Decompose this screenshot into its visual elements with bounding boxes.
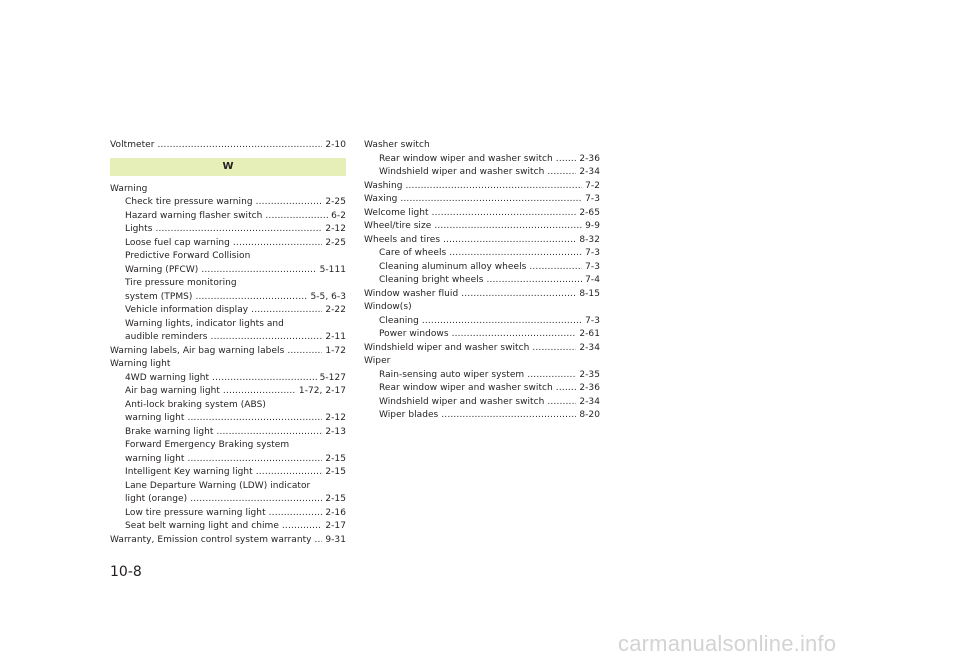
- entry-label: Window washer fluid: [364, 288, 459, 299]
- entry-label: Washing: [364, 180, 403, 191]
- leader-dots: [527, 369, 576, 383]
- entry-page-ref[interactable]: 2-25: [325, 197, 346, 207]
- index-subentry[interactable]: [110, 372, 346, 386]
- entry-page-ref[interactable]: 8-15: [579, 288, 600, 299]
- entry-label: Tire pressure monitoring: [125, 278, 237, 288]
- entry-label: Power windows: [379, 329, 449, 339]
- index-entries-left: [110, 183, 346, 548]
- entry-label: Warning: [110, 183, 148, 194]
- leader-dots: [211, 331, 323, 345]
- leader-dots: [265, 210, 328, 224]
- leader-dots: [556, 382, 577, 396]
- index-subentry[interactable]: [110, 520, 346, 534]
- index-column-left: [110, 139, 346, 547]
- index-entry[interactable]: [364, 220, 600, 234]
- leader-dots: [529, 261, 582, 275]
- entry-label: Warning labels, Air bag warning labels: [110, 345, 285, 356]
- entry-label: 4WD warning light: [125, 372, 210, 383]
- leader-dots: [432, 207, 577, 221]
- index-entry[interactable]: [364, 288, 600, 302]
- section-letter: W: [222, 161, 234, 172]
- index-subentry[interactable]: [110, 466, 346, 480]
- index-subentry[interactable]: [364, 261, 600, 275]
- entry-page-ref[interactable]: 7-2: [585, 180, 600, 191]
- entry-label: Wiper: [364, 356, 391, 366]
- index-column-right: [364, 139, 600, 423]
- entry-page-ref[interactable]: 7-3: [585, 315, 600, 326]
- leader-dots: [188, 453, 323, 467]
- entry-label: Waxing: [364, 194, 398, 204]
- entry-page-ref[interactable]: 5-111: [319, 264, 346, 275]
- index-entry: [364, 301, 600, 315]
- index-entry[interactable]: [364, 193, 600, 207]
- index-entry[interactable]: [364, 234, 600, 248]
- entry-label: Warranty, Emission control system warranty: [110, 534, 312, 545]
- entry-page-ref[interactable]: 2-34: [579, 396, 600, 407]
- entry-label: Wheels and tires: [364, 234, 441, 245]
- index-entry[interactable]: [110, 345, 346, 359]
- entry-page-ref[interactable]: 2-11: [325, 332, 346, 342]
- index-subentry[interactable]: [110, 453, 346, 467]
- index-subentry[interactable]: [110, 196, 346, 210]
- entry-label: Wheel/tire size: [364, 221, 432, 231]
- entry-label: Air bag warning light: [125, 386, 220, 396]
- entry-page-ref[interactable]: 2-25: [325, 237, 346, 248]
- entry-label: Windshield wiper and washer switch: [379, 396, 545, 407]
- entry-page-ref[interactable]: 2-34: [579, 342, 600, 353]
- index-entry[interactable]: [110, 534, 346, 548]
- entry-page-ref[interactable]: 2-35: [579, 369, 600, 380]
- leader-dots: [256, 466, 323, 480]
- entry-label: Loose fuel cap warning: [125, 237, 230, 248]
- entry-page-ref[interactable]: 2-34: [579, 167, 600, 177]
- entry-label: Seat belt warning light and chime: [125, 521, 279, 531]
- entry-label: Anti-lock braking system (ABS): [125, 399, 266, 410]
- entry-page-ref[interactable]: 2-10: [325, 140, 346, 150]
- index-subentry[interactable]: [110, 304, 346, 318]
- entry-page-ref[interactable]: 2-15: [325, 453, 346, 464]
- entry-label: Lane Departure Warning (LDW) indicator: [125, 480, 311, 491]
- entry-label: Care of wheels: [379, 248, 447, 258]
- entry-page-ref[interactable]: 2-36: [579, 153, 600, 164]
- entry-page-ref[interactable]: 7-3: [585, 261, 600, 272]
- leader-dots: [547, 166, 576, 180]
- entry-label: light (orange): [125, 494, 188, 504]
- entry-page-ref[interactable]: 8-20: [579, 410, 600, 420]
- index-entry: [110, 358, 346, 372]
- entry-page-ref[interactable]: 2-17: [325, 521, 346, 531]
- leader-dots: [315, 534, 323, 548]
- entry-page-ref[interactable]: 2-13: [325, 426, 346, 437]
- index-subentry: [110, 439, 346, 453]
- leader-dots: [532, 342, 576, 356]
- entry-page-ref[interactable]: 2-61: [579, 329, 600, 339]
- entry-label: warning light: [125, 413, 185, 423]
- index-subentry[interactable]: [110, 291, 346, 305]
- leader-dots: [449, 247, 582, 261]
- entry-label: Vehicle information display: [125, 305, 249, 315]
- watermark[interactable]: carmanualsonline.info: [618, 631, 837, 656]
- leader-dots: [441, 409, 576, 423]
- entry-page-ref[interactable]: 8-32: [579, 234, 600, 245]
- entry-label: Rear window wiper and washer switch: [379, 383, 553, 393]
- entry-page-ref[interactable]: 7-4: [585, 275, 600, 285]
- index-subentry[interactable]: [364, 396, 600, 410]
- index-subentry[interactable]: [110, 331, 346, 345]
- entry-page-ref[interactable]: 5-127: [319, 372, 346, 383]
- entry-page-ref[interactable]: 7-3: [585, 194, 600, 204]
- entry-label: Cleaning aluminum alloy wheels: [379, 261, 527, 272]
- entry-label: Rain-sensing auto wiper system: [379, 369, 525, 380]
- leader-dots: [287, 345, 322, 359]
- entry-page-ref[interactable]: 2-65: [579, 207, 600, 218]
- index-subentry: [110, 318, 346, 332]
- entry-label: warning light: [125, 453, 185, 464]
- entry-label: Forward Emergency Braking system: [125, 440, 290, 450]
- entry-label: Brake warning light: [125, 426, 214, 437]
- leader-dots: [406, 180, 583, 194]
- index-subentry[interactable]: [364, 247, 600, 261]
- entry-page-ref[interactable]: 2-36: [579, 383, 600, 393]
- entry-page-ref[interactable]: 6-2: [331, 210, 346, 221]
- leader-dots: [486, 274, 582, 288]
- index-subentry[interactable]: [110, 426, 346, 440]
- index-subentry[interactable]: [364, 315, 600, 329]
- index-subentry[interactable]: [110, 264, 346, 278]
- entry-label: Rear window wiper and washer switch: [379, 153, 553, 164]
- leader-dots: [155, 223, 322, 237]
- entry-label: Wiper blades: [379, 410, 439, 420]
- index-entry: [110, 183, 346, 197]
- entry-page-ref[interactable]: 2-22: [325, 305, 346, 315]
- leader-dots: [443, 234, 576, 248]
- entry-label: Welcome light: [364, 207, 429, 218]
- index-subentry[interactable]: [110, 237, 346, 251]
- entry-label: Warning lights, indicator lights and: [125, 318, 284, 329]
- entry-page-ref[interactable]: 9-31: [325, 534, 346, 545]
- index-subentry[interactable]: [364, 153, 600, 167]
- leader-dots: [556, 153, 577, 167]
- leader-dots: [251, 304, 322, 318]
- entry-label: Hazard warning flasher switch: [125, 210, 263, 221]
- entry-page-ref[interactable]: 2-12: [325, 224, 346, 234]
- entry-page-ref[interactable]: 2-16: [325, 507, 346, 518]
- entry-label: Cleaning bright wheels: [379, 275, 484, 285]
- leader-dots: [461, 288, 576, 302]
- index-subentry: [110, 277, 346, 291]
- leader-dots: [434, 220, 582, 234]
- entry-label: Voltmeter: [110, 140, 155, 150]
- entry-label: Cleaning: [379, 315, 419, 326]
- leader-dots: [212, 372, 316, 386]
- leader-dots: [282, 520, 322, 534]
- entry-label: Window(s): [364, 302, 412, 312]
- leader-dots: [269, 507, 323, 521]
- leader-dots: [216, 426, 322, 440]
- leader-dots: [158, 139, 323, 153]
- entry-page-ref[interactable]: 9-9: [585, 221, 600, 231]
- entry-label: Check tire pressure warning: [125, 197, 253, 207]
- index-subentry[interactable]: [110, 507, 346, 521]
- index-subentry: [110, 250, 346, 264]
- entry-page-ref[interactable]: 1-72, 2-17: [298, 386, 346, 396]
- index-subentry: [110, 399, 346, 413]
- entry-page-ref[interactable]: 7-3: [585, 248, 600, 258]
- leader-dots: [256, 196, 323, 210]
- entry-label: Low tire pressure warning light: [125, 507, 266, 518]
- leader-dots: [422, 315, 582, 329]
- index-subentry[interactable]: [110, 412, 346, 426]
- leader-dots: [223, 385, 296, 399]
- index-subentry[interactable]: [110, 493, 346, 507]
- index-subentry[interactable]: [364, 369, 600, 383]
- pre-entries: [110, 139, 346, 153]
- index-subentry[interactable]: [364, 409, 600, 423]
- index-entry[interactable]: [364, 342, 600, 356]
- index-subentry[interactable]: [110, 210, 346, 224]
- index-subentry[interactable]: [364, 382, 600, 396]
- entry-page-ref[interactable]: 2-15: [325, 494, 346, 504]
- entry-label: Warning light: [110, 359, 171, 369]
- index-subentry[interactable]: [110, 223, 346, 237]
- entry-label: system (TPMS): [125, 291, 193, 302]
- index-subentry[interactable]: [364, 328, 600, 342]
- leader-dots: [400, 193, 582, 207]
- entry-page-ref[interactable]: 1-72: [325, 345, 346, 356]
- leader-dots: [547, 396, 576, 410]
- leader-dots: [190, 493, 322, 507]
- entry-label: Predictive Forward Collision: [125, 251, 251, 261]
- index-entry[interactable]: [110, 139, 346, 153]
- index-entry: [364, 139, 600, 153]
- index-subentry[interactable]: [364, 274, 600, 288]
- entry-label: Lights: [125, 224, 153, 234]
- section-letter-bar: [110, 158, 346, 176]
- entry-label: Windshield wiper and washer switch: [379, 167, 545, 177]
- entry-label: Intelligent Key warning light: [125, 467, 253, 477]
- index-entry[interactable]: [364, 180, 600, 194]
- index-subentry[interactable]: [110, 385, 346, 399]
- leader-dots: [195, 291, 307, 305]
- entry-page-ref[interactable]: 2-15: [325, 467, 346, 477]
- leader-dots: [188, 412, 323, 426]
- index-entry: [364, 355, 600, 369]
- page-number: 10-8: [110, 564, 142, 580]
- entry-page-ref[interactable]: 5-5, 6-3: [310, 291, 346, 302]
- leader-dots: [452, 328, 577, 342]
- entry-label: Windshield wiper and washer switch: [364, 342, 530, 353]
- index-subentry: [110, 480, 346, 494]
- index-entries-right: [364, 139, 600, 423]
- index-subentry[interactable]: [364, 166, 600, 180]
- leader-dots: [201, 264, 316, 278]
- entry-label: Warning (PFCW): [125, 264, 199, 275]
- entry-label: Washer switch: [364, 140, 430, 150]
- entry-label: audible reminders: [125, 332, 208, 342]
- entry-page-ref[interactable]: 2-12: [325, 413, 346, 423]
- index-entry[interactable]: [364, 207, 600, 221]
- leader-dots: [233, 237, 322, 251]
